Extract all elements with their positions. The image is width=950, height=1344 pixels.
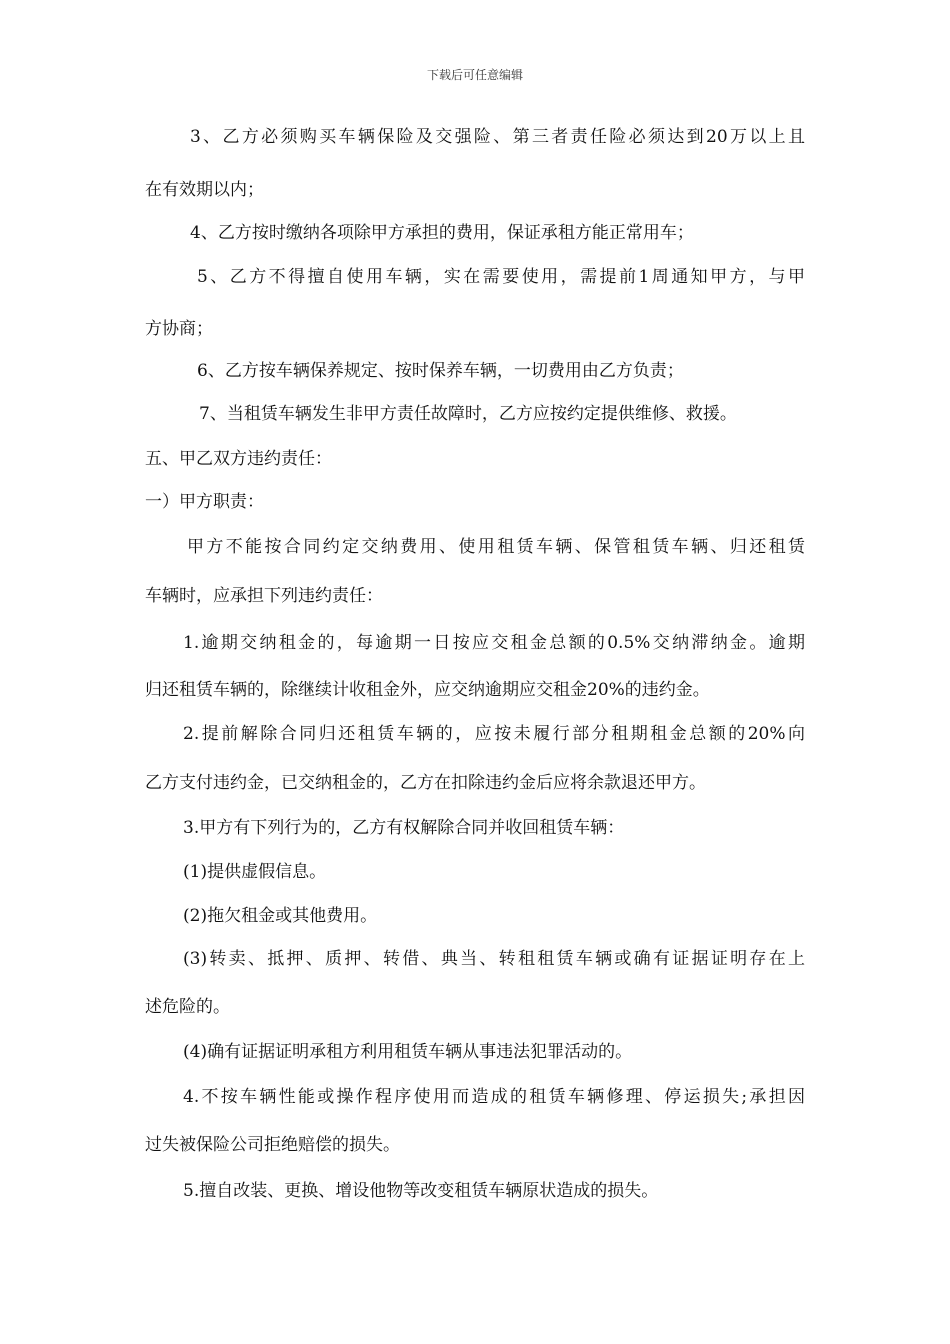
clause-3-line-2: 在有效期以内； [145, 180, 264, 200]
item-2-line-2: 乙方支付违约金，已交纳租金的，乙方在扣除违约金后应将余款退还甲方。 [145, 773, 706, 793]
party-a-intro-line-1: 甲方不能按合同约定交纳费用、使用租赁车辆、保管租赁车辆、归还租赁 [187, 537, 805, 557]
item-4-line-1: 4.不按车辆性能或操作程序使用而造成的租赁车辆修理、停运损失;承担因 [183, 1087, 805, 1107]
page-header-note: 下载后可任意编辑 [426, 68, 523, 82]
item-3-sub-3-line-2: 述危险的。 [145, 997, 230, 1017]
item-2-line-1: 2.提前解除合同归还租赁车辆的，应按未履行部分租期租金总额的20%向 [183, 724, 805, 744]
item-3-sub-2: (2)拖欠租金或其他费用。 [183, 906, 378, 926]
clause-7-line-1: 7、当租赁车辆发生非甲方责任故障时，乙方应按约定提供维修、救援。 [199, 404, 737, 424]
clause-6-line-1: 6、乙方按车辆保养规定、按时保养车辆，一切费用由乙方负责； [197, 361, 684, 381]
item-5-line-1: 5.擅自改装、更换、增设他物等改变租赁车辆原状造成的损失。 [183, 1181, 659, 1201]
item-3-line-1: 3.甲方有下列行为的，乙方有权解除合同并收回租赁车辆： [183, 818, 625, 838]
clause-5-line-1: 5、乙方不得擅自使用车辆，实在需要使用，需提前1周通知甲方，与甲 [197, 267, 805, 287]
item-3-sub-4: (4)确有证据证明承租方利用租赁车辆从事违法犯罪活动的。 [183, 1042, 633, 1062]
clause-5-line-2: 方协商； [145, 319, 213, 339]
item-1-line-2: 归还租赁车辆的，除继续计收租金外，应交纳逾期应交租金20%的违约金。 [145, 680, 710, 700]
item-4-line-2: 过失被保险公司拒绝赔偿的损失。 [145, 1135, 400, 1155]
clause-4-line-1: 4、乙方按时缴纳各项除甲方承担的费用，保证承租方能正常用车； [190, 223, 694, 243]
party-a-duties-heading: 一）甲方职责： [145, 492, 264, 512]
party-a-intro-line-2: 车辆时，应承担下列违约责任： [145, 586, 383, 606]
clause-3-line-1: 3、乙方必须购买车辆保险及交强险、第三者责任险必须达到20万以上且 [190, 127, 805, 147]
item-3-sub-1: (1)提供虚假信息。 [183, 862, 327, 882]
item-3-sub-3-line-1: (3)转卖、抵押、质押、转借、典当、转租租赁车辆或确有证据证明存在上 [183, 949, 805, 969]
item-1-line-1: 1.逾期交纳租金的，每逾期一日按应交租金总额的0.5%交纳滞纳金。逾期 [183, 633, 805, 653]
section-5-heading: 五、甲乙双方违约责任： [145, 449, 332, 469]
